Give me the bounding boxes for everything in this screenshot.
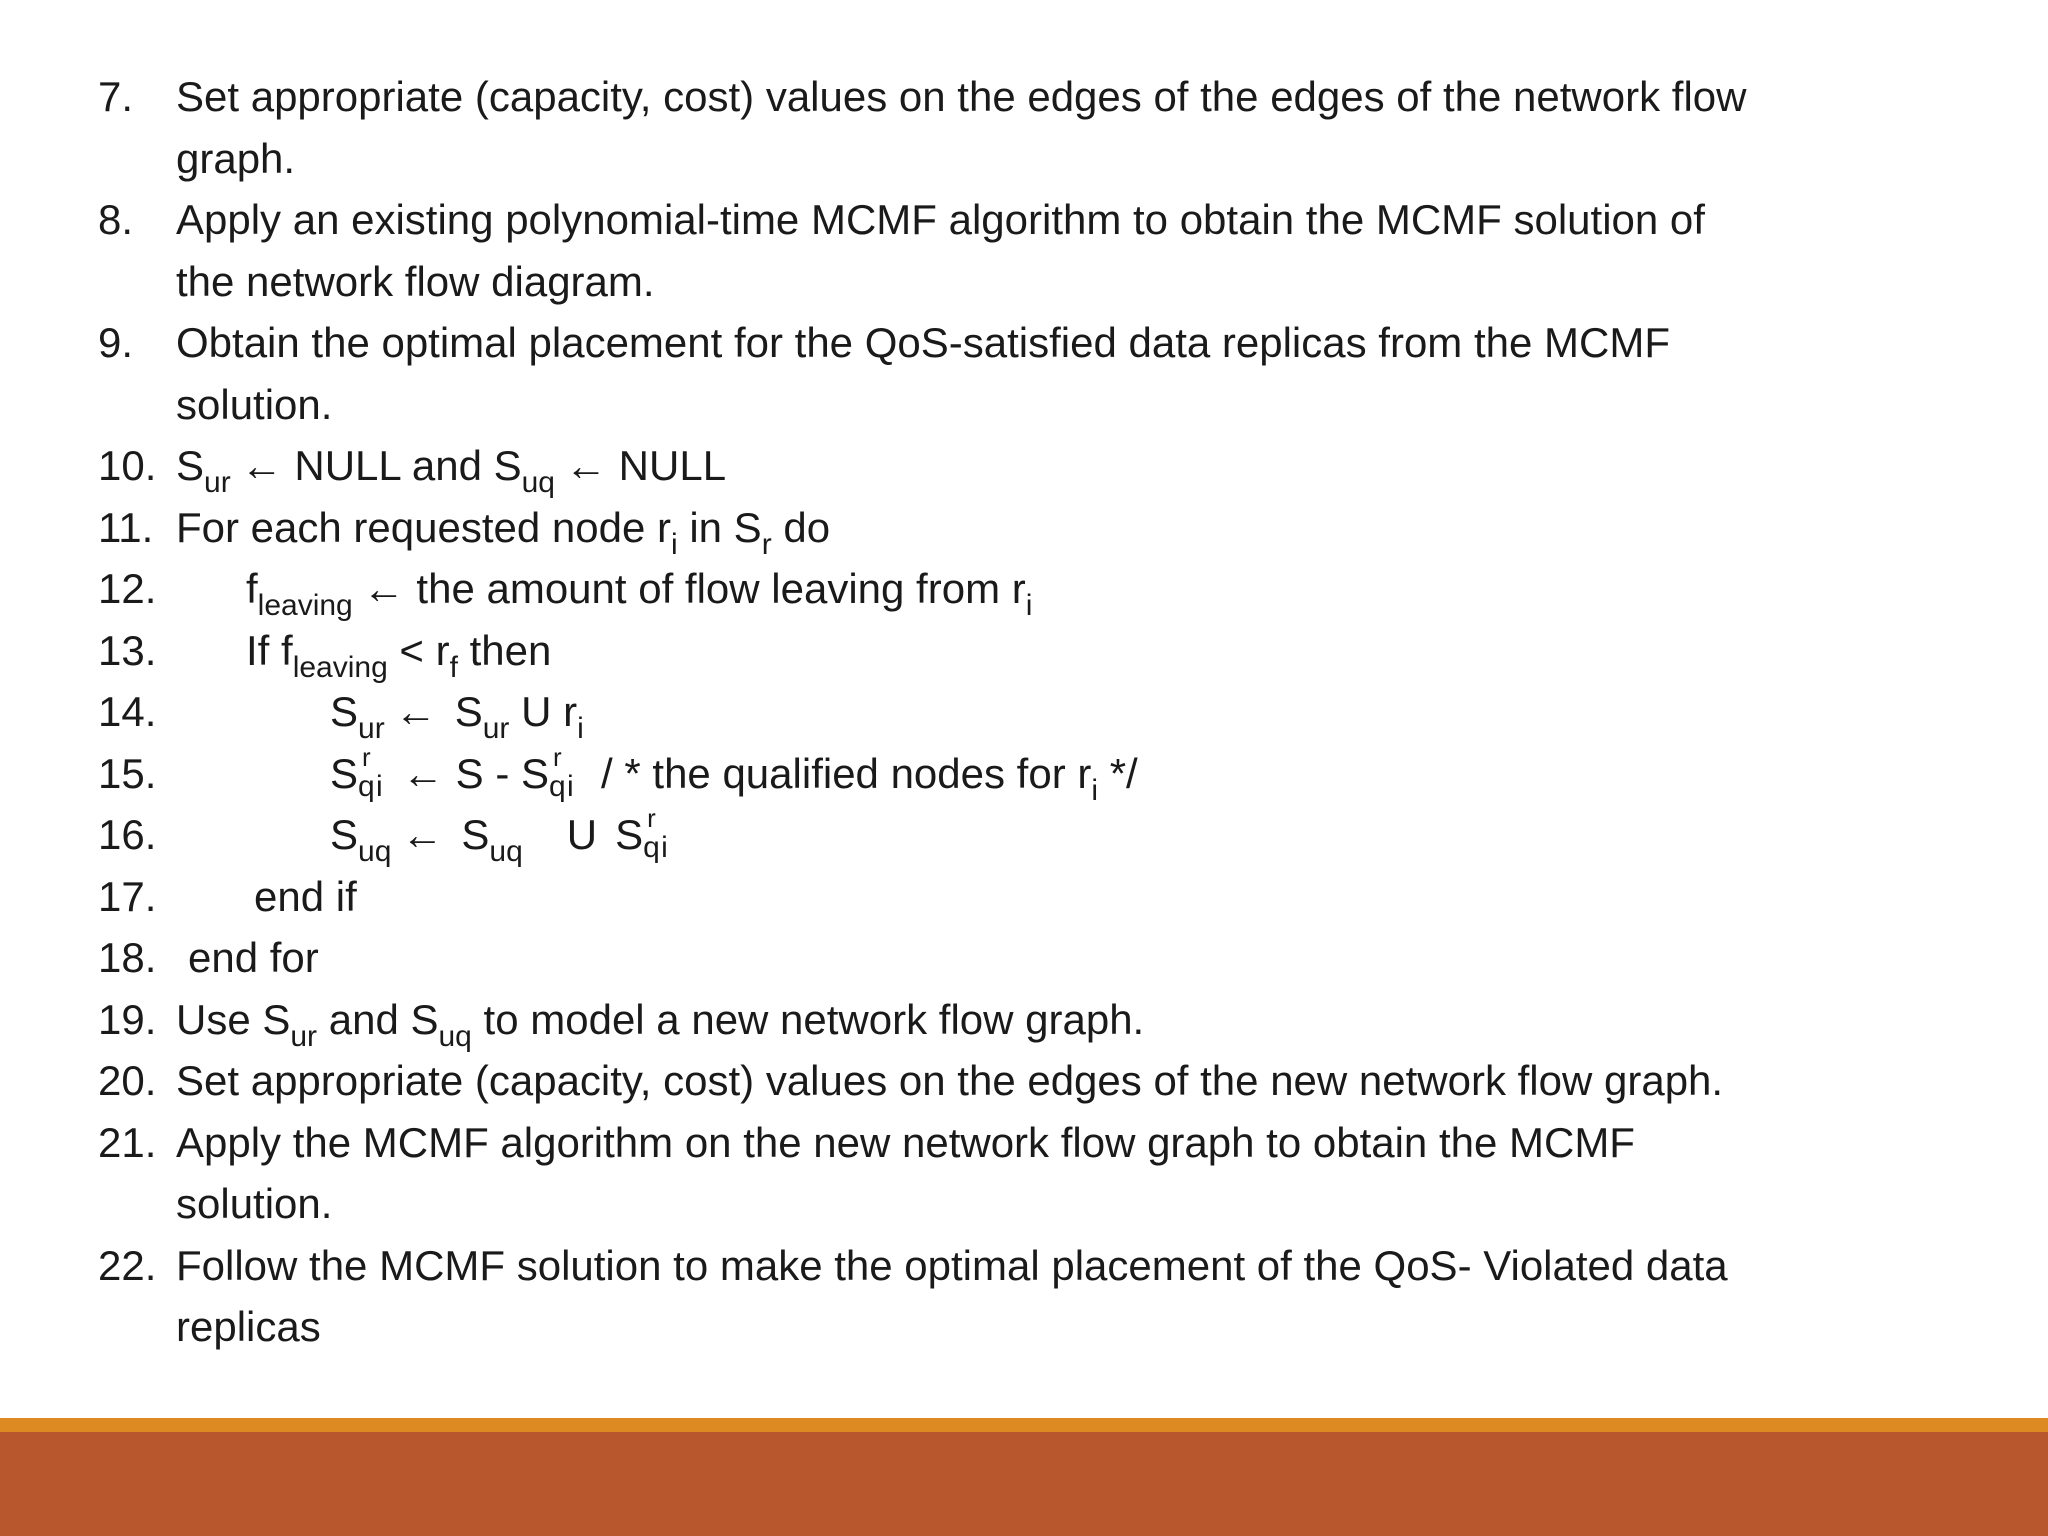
step-text: Obtain the optimal placement for the QoS-satisfied data replicas from the MCMF (176, 319, 1670, 366)
step-21 (98, 1112, 1998, 1174)
footer-bar (0, 1432, 2048, 1536)
step-21-continuation (98, 1173, 1998, 1235)
subscript: i (376, 769, 383, 803)
text-fragment: For each requested node r (176, 503, 671, 551)
text-fragment: Use S (176, 995, 291, 1043)
step-number: 18. (98, 934, 157, 981)
set-symbol: S (330, 749, 359, 797)
step-10 (98, 435, 1998, 497)
step-12 (98, 558, 1998, 620)
text-fragment: then (457, 626, 552, 674)
subscript: q (643, 831, 660, 864)
step-number: 16. (98, 811, 157, 858)
step-text-continuation: graph. (176, 134, 296, 182)
step-text-continuation: solution. (176, 1180, 333, 1227)
text-fragment: in S (677, 503, 762, 551)
assign-arrow-icon: ← (402, 749, 445, 797)
subscript: q (358, 769, 375, 803)
subscript: leaving (257, 589, 353, 622)
step-text (246, 558, 1032, 620)
step-17 (98, 866, 1998, 928)
set-symbol: S (461, 811, 490, 858)
assign-arrow-icon: ← (240, 442, 283, 489)
step-20 (98, 1050, 1998, 1112)
subscript: q (549, 769, 566, 803)
algorithm-steps (98, 66, 1998, 1358)
step-text (176, 497, 830, 559)
step-text (330, 804, 677, 866)
step-number: 10. (98, 442, 157, 489)
set-symbol: S (454, 688, 483, 735)
assign-arrow-icon: ← (362, 565, 405, 612)
assign-arrow-icon: ← (401, 811, 444, 858)
step-22-continuation (98, 1296, 1998, 1358)
set-symbol: S (615, 811, 644, 858)
qualified-set-index (549, 741, 583, 803)
step-number: 14. (98, 688, 157, 735)
step-text: Set appropriate (capacity, cost) values on the edges of the new network flow graph. (176, 1057, 1724, 1104)
step-22 (98, 1235, 1998, 1297)
step-text (330, 743, 1138, 805)
step-16 (98, 804, 1998, 866)
step-15 (98, 743, 1998, 805)
step-number: 7. (98, 73, 134, 120)
step-number: 9. (98, 319, 134, 366)
text-fragment: and S (317, 995, 439, 1043)
step-number: 19. (98, 995, 157, 1043)
subscript: i (1091, 773, 1099, 807)
set-symbol: S (330, 811, 359, 858)
subscript: uq (358, 835, 392, 868)
subscript: ur (290, 1019, 318, 1053)
step-18 (98, 927, 1998, 989)
step-text (176, 435, 726, 497)
step-text: end for (188, 934, 319, 981)
step-14 (98, 681, 1998, 743)
assign-arrow-icon: ← (394, 688, 437, 735)
superscript: r (647, 803, 656, 833)
step-13 (98, 620, 1998, 682)
text-fragment: the amount of flow leaving from r (404, 565, 1026, 612)
step-text: Follow the MCMF solution to make the optimal placement of the QoS- Violated data (176, 1241, 1728, 1289)
assign-arrow-icon: ← (565, 442, 607, 489)
step-number: 12. (98, 565, 157, 612)
qualified-set-index (358, 741, 392, 803)
footer-accent-stripe (0, 1418, 2048, 1432)
step-number: 21. (98, 1118, 157, 1166)
step-8-continuation (98, 251, 1998, 313)
step-9-continuation (98, 374, 1998, 436)
step-text-continuation: solution. (176, 380, 333, 428)
step-19 (98, 989, 1998, 1051)
superscript: r (553, 741, 562, 772)
subscript: ur (482, 712, 510, 745)
text-fragment: NULL (618, 442, 727, 489)
step-text (330, 681, 584, 743)
step-number: 15. (98, 749, 157, 797)
step-number: 8. (98, 196, 134, 243)
step-7-continuation (98, 128, 1998, 190)
step-text: Apply an existing polynomial-time MCMF algorithm to obtain the MCMF solution of (176, 196, 1705, 243)
text-fragment: NULL and S (294, 442, 522, 489)
text-fragment: U r (509, 688, 578, 735)
subscript: uq (438, 1019, 472, 1053)
subscript: leaving (292, 650, 388, 684)
step-text: Apply the MCMF algorithm on the new network flow graph to obtain the MCMF (176, 1118, 1635, 1166)
qualified-set-index (643, 803, 677, 864)
step-8 (98, 189, 1998, 251)
step-text (246, 620, 551, 682)
union-symbol: U (566, 811, 598, 858)
comment-text: / * the qualified nodes for r (601, 749, 1092, 797)
subscript: ur (358, 712, 385, 745)
step-text: end if (254, 872, 357, 920)
set-symbol: S (176, 442, 205, 489)
text-fragment: If f (246, 626, 293, 674)
step-text-continuation: the network flow diagram. (176, 257, 655, 305)
step-number: 17. (98, 872, 157, 920)
flow-symbol: f (246, 565, 258, 612)
step-number: 20. (98, 1057, 157, 1104)
subscript: i (577, 712, 584, 745)
subscript: uq (521, 466, 555, 499)
set-symbol: S (330, 688, 359, 735)
subscript: ur (204, 466, 231, 499)
subscript: f (449, 650, 458, 684)
step-number: 11. (98, 503, 154, 551)
step-11 (98, 497, 1998, 559)
subscript: i (567, 769, 574, 803)
step-text: Set appropriate (capacity, cost) values on the edges of the edges of the network flow (176, 73, 1747, 120)
step-7 (98, 66, 1998, 128)
superscript: r (362, 741, 371, 772)
text-fragment: do (771, 503, 831, 551)
subscript: i (661, 831, 668, 864)
text-fragment: to model a new network flow graph. (471, 995, 1145, 1043)
subscript: r (761, 527, 772, 561)
step-9 (98, 312, 1998, 374)
step-number: 13. (98, 626, 157, 674)
text-fragment: S - S (444, 749, 550, 797)
step-number: 22. (98, 1241, 157, 1289)
subscript: i (670, 527, 678, 561)
subscript: i (1025, 589, 1033, 622)
subscript: uq (489, 835, 523, 868)
step-text-continuation: replicas (176, 1303, 321, 1350)
text-fragment: < r (387, 626, 450, 674)
comment-text: */ (1098, 749, 1138, 797)
step-text (176, 989, 1144, 1051)
